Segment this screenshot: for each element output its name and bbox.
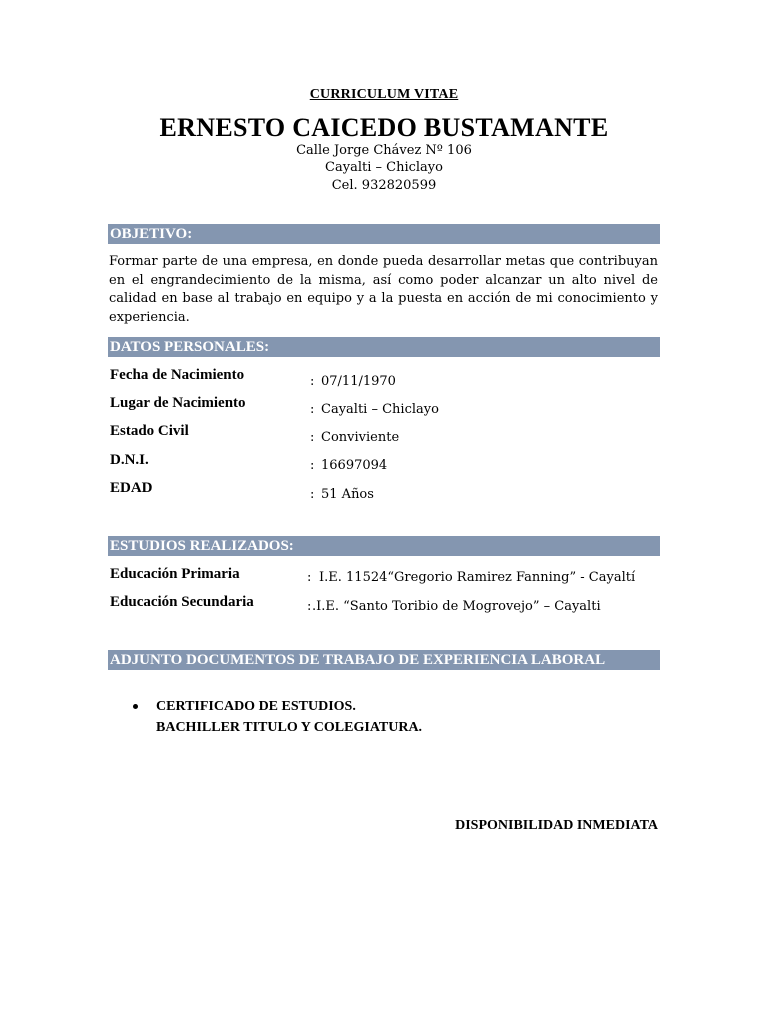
dni-label: D.N.I. [110, 452, 149, 468]
objective-text: Formar parte de una empresa, en donde pueda desarrollar metas que contribuyan en el engrandecimiento de la misma, así como poder alcanzar un alto nivel de calidad en base al trabajo en equipo y a la puesta en acción de mi conocimiento y experiencia. [109, 254, 658, 325]
attachments-heading: ADJUNTO DOCUMENTOS DE TRABAJO DE EXPERIENCIA LABORAL [108, 650, 660, 670]
age-colon: : [310, 487, 315, 502]
education-heading: ESTUDIOS REALIZADOS: [108, 536, 660, 556]
birth-date-label: Fecha de Nacimiento [110, 367, 245, 383]
attachment-item: CERTIFICADO DE ESTUDIOS. [156, 699, 356, 714]
birth-date-value: 07/11/1970 [321, 374, 396, 389]
age-label: EDAD [110, 480, 153, 496]
civil-status-value: Conviviente [321, 430, 400, 445]
address-line: Calle Jorge Chávez Nº 106 [296, 143, 472, 158]
primary-education-value: I.E. 11524“Gregorio Ramirez Fanning” - Cayaltí [319, 570, 636, 585]
availability-note: DISPONIBILIDAD INMEDIATA [455, 818, 658, 833]
primary-education-label: Educación Primaria [110, 566, 240, 582]
document-title: CURRICULUM VITAE [309, 87, 459, 102]
dni-colon: : [310, 458, 315, 473]
birth-place-colon: : [310, 402, 315, 417]
city-line: Cayalti – Chiclayo [325, 160, 443, 175]
phone-line: Cel. 932820599 [331, 178, 437, 193]
bullet-icon [133, 704, 138, 709]
candidate-name: ERNESTO CAICEDO BUSTAMANTE [159, 113, 609, 142]
objective-heading: OBJETIVO: [108, 224, 660, 244]
civil-status-colon: : [310, 430, 315, 445]
birth-date-colon: : [310, 374, 315, 389]
secondary-education-colon: : [307, 599, 312, 614]
dni-value: 16697094 [321, 458, 388, 473]
primary-education-colon: : [307, 570, 312, 585]
age-value: 51 Años [321, 487, 374, 502]
secondary-education-value: .I.E. “Santo Toribio de Mogrovejo” – Cayalti [312, 599, 601, 614]
personal-data-heading: DATOS PERSONALES: [108, 337, 660, 357]
attachment-item: BACHILLER TITULO Y COLEGIATURA. [156, 720, 423, 735]
civil-status-label: Estado Civil [110, 423, 189, 439]
birth-place-value: Cayalti – Chiclayo [321, 402, 439, 417]
secondary-education-label: Educación Secundaria [110, 594, 254, 610]
birth-place-label: Lugar de Nacimiento [110, 395, 246, 411]
